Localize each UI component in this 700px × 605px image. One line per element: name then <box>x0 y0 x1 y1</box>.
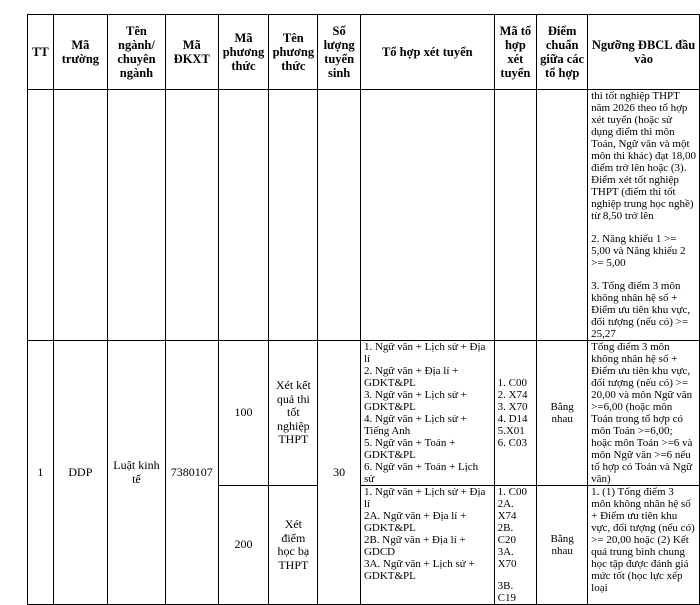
ma-to-hop-item: 3A. X70 <box>497 546 517 570</box>
header-ma-to-hop: Mã tổ hợp xét tuyển <box>494 15 537 90</box>
ma-to-hop-item: 1. C00 <box>497 486 527 498</box>
to-hop-item: 3A. Ngữ văn + Lịch sử + GDKT&PL <box>363 558 475 582</box>
method-100-code: 100 <box>218 341 269 486</box>
header-tt: TT <box>28 15 54 90</box>
ma-to-hop-item: 2B. C20 <box>497 522 516 546</box>
row-ma-dkxt: 7380107 <box>165 341 218 605</box>
ma-to-hop-item: 2. X74 <box>497 389 528 401</box>
to-hop-item: 4. Ngữ văn + Lịch sử + Tiếng Anh <box>363 413 467 437</box>
row-tt: 1 <box>28 341 54 605</box>
method-200-code: 200 <box>218 486 269 605</box>
method-200-ma-to-hop <box>494 486 537 605</box>
header-row <box>28 15 700 90</box>
ma-to-hop-item: 6. C03 <box>497 437 527 449</box>
ma-to-hop-item: 4. D14 <box>497 413 528 425</box>
header-ten-phuong-thuc: Tên phương thức <box>269 15 318 90</box>
method-100-diem-chuan: Bằng nhau <box>537 341 588 486</box>
ma-to-hop-item: 3B. C19 <box>497 580 516 604</box>
nguong-continued-1: thi tốt nghiệp THPT năm 2026 theo tổ hợp xét tuyển (hoặc sử dụng điểm thi môn Toán, Ngữ văn và một môn thi khác) đạt 18,00 điểm trở lên hoặc (3). Điểm xét tốt nghiệp THPT (điểm thi tốt nghiệp trung học nghề) từ 8,50 trở lên <box>591 90 696 222</box>
header-to-hop: Tổ hợp xét tuyển <box>360 15 494 90</box>
to-hop-item: 2A. Ngữ văn + Địa lí + GDKT&PL <box>363 510 467 534</box>
nguong-continued-3: 3. Tổng điểm 3 môn không nhân hệ số + Điểm ưu tiên khu vực, đối tượng (nếu có) >= 25,27 <box>591 280 691 340</box>
table-row <box>28 341 700 486</box>
ma-to-hop-item: 1. C00 <box>497 377 527 389</box>
header-ma-truong: Mã trường <box>53 15 107 90</box>
to-hop-item: 5. Ngữ văn + Toán + GDKT&PL <box>363 437 456 461</box>
method-200-to-hop <box>360 486 494 605</box>
nguong-continued-cell <box>588 90 700 341</box>
header-so-luong: Số lượng tuyển sinh <box>318 15 361 90</box>
method-100-to-hop <box>360 341 494 486</box>
header-ma-phuong-thuc: Mã phương thức <box>218 15 269 90</box>
header-ma-dkxt: Mã ĐKXT <box>165 15 218 90</box>
method-100-nguong: Tổng điểm 3 môn không nhân hệ số + Điểm ưu tiên khu vực, đối tượng (nếu có) >= 20,00 và môn Ngữ văn >=6,00 (hoặc môn Toán trong tổ hợp có môn Toán >=6,00; hoặc môn Toán >=6 và môn Ngữ văn >=6 nếu tổ hợp có Toán và Ngữ văn) <box>588 341 700 486</box>
header-diem-chuan: Điểm chuẩn giữa các tổ hợp <box>537 15 588 90</box>
method-200-nguong: 1. (1) Tổng điểm 3 môn không nhân hệ số + Điểm ưu tiên khu vực, đối tượng (nếu có) >= 20,00 hoặc (2) Kết quả trung bình chung học tập được đánh giá mức tốt (học lực xếp loại <box>588 486 700 605</box>
ma-to-hop-item: 2A. X74 <box>497 498 517 522</box>
method-200-name: Xét điểm học bạ THPT <box>269 486 318 605</box>
method-100-ma-to-hop <box>494 341 537 486</box>
ma-to-hop-item: 5.X01 <box>497 425 525 437</box>
to-hop-item: 6. Ngữ văn + Toán + Lịch sử <box>363 461 479 485</box>
admission-table <box>27 14 700 605</box>
row-so-luong: 30 <box>318 341 361 605</box>
table-row-continued <box>28 90 700 341</box>
ma-to-hop-item: 3. X70 <box>497 401 528 413</box>
header-nguong: Ngưỡng ĐBCL đầu vào <box>588 15 700 90</box>
header-ten-nganh: Tên ngành/ chuyên ngành <box>107 15 165 90</box>
row-ten-nganh: Luật kinh tế <box>107 341 165 605</box>
row-ma-truong: DDP <box>53 341 107 605</box>
to-hop-item: 2B. Ngữ văn + Địa lí + GDCD <box>363 534 466 558</box>
method-200-diem-chuan: Bằng nhau <box>537 486 588 605</box>
nguong-continued-2: 2. Năng khiếu 1 >= 5,00 và Năng khiếu 2 >= 5,00 <box>591 233 686 269</box>
to-hop-item: 2. Ngữ văn + Địa lí + GDKT&PL <box>363 365 459 389</box>
to-hop-item: 1. Ngữ văn + Lịch sử + Địa lí <box>363 486 486 510</box>
to-hop-item: 3. Ngữ văn + Lịch sử + GDKT&PL <box>363 389 467 413</box>
to-hop-item: 1. Ngữ văn + Lịch sử + Địa lí <box>363 341 486 365</box>
method-100-name: Xét kết quả thi tốt nghiệp THPT <box>269 341 318 486</box>
